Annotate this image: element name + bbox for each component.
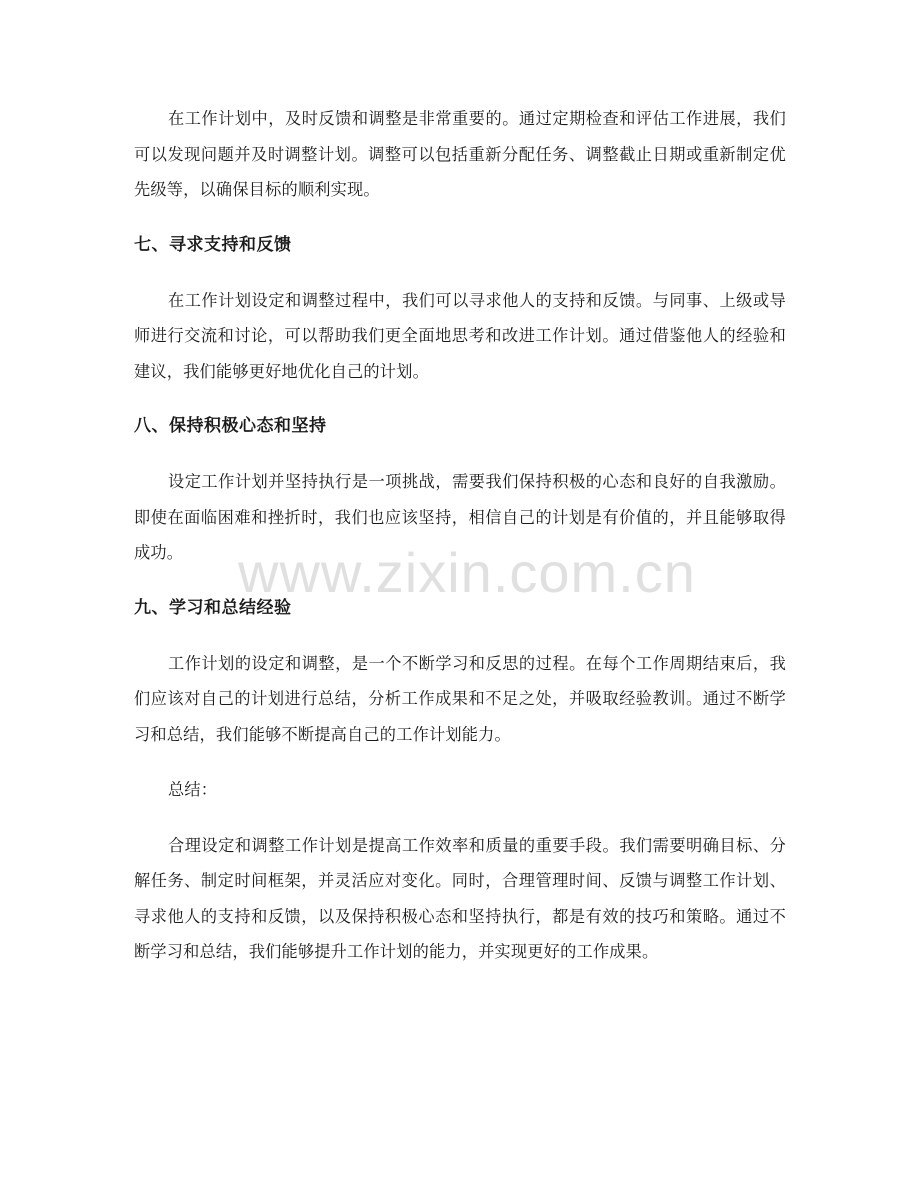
summary-label: 总结： [168,780,218,799]
heading-positive-attitude: 八、保持积极心态和坚持 [134,416,327,436]
paragraph-summary: 合理设定和调整工作计划是提高工作效率和质量的重要手段。我们需要明确目标、分解任务、制定时间框架，并灵活应对变化。同时，合理管理时间、反馈与调整工作计划、寻求他人的支持和反馈，以及保持积极心态和坚持执行，都是有效的技巧和策略。通过不断学习和总结，我们能够提升工作计划的能力，并实现更好的工作成果。 [134,835,786,961]
heading-learn-summarize: 九、学习和总结经验 [134,597,292,618]
paragraph-feedback-adjustment: 在工作计划中，及时反馈和调整是非常重要的。通过定期检查和评估工作进展，我们可以发现问题并及时调整计划。调整可以包括重新分配任务、调整截止日期或重新制定优先级等，以确保目标的顺利实现。 [134,109,786,199]
paragraph-positive-attitude: 设定工作计划并坚持执行是一项挑战，需要我们保持积极的心态和良好的自我激励。即使在面临困难和挫折时，我们也应该坚持，相信自己的计划是有价值的，并且能够取得成功。 [134,472,786,562]
watermark: www.zixin.com.cn [238,541,696,604]
paragraph-learn-summarize: 工作计划的设定和调整，是一个不断学习和反思的过程。在每个工作周期结束后，我们应该对自己的计划进行总结，分析工作成果和不足之处，并吸取经验教训。通过不断学习和总结，我们能够不断提高自己的工作计划能力。 [134,653,786,744]
document-body [134,101,786,970]
heading-seek-support: 七、寻求支持和反馈 [134,234,292,255]
paragraph-seek-support: 在工作计划设定和调整过程中，我们可以寻求他人的支持和反馈。与同事、上级或导师进行交流和讨论，可以帮助我们更全面地思考和改进工作计划。通过借鉴他人的经验和建议，我们能够更好地优化自己的计划。 [134,290,786,381]
